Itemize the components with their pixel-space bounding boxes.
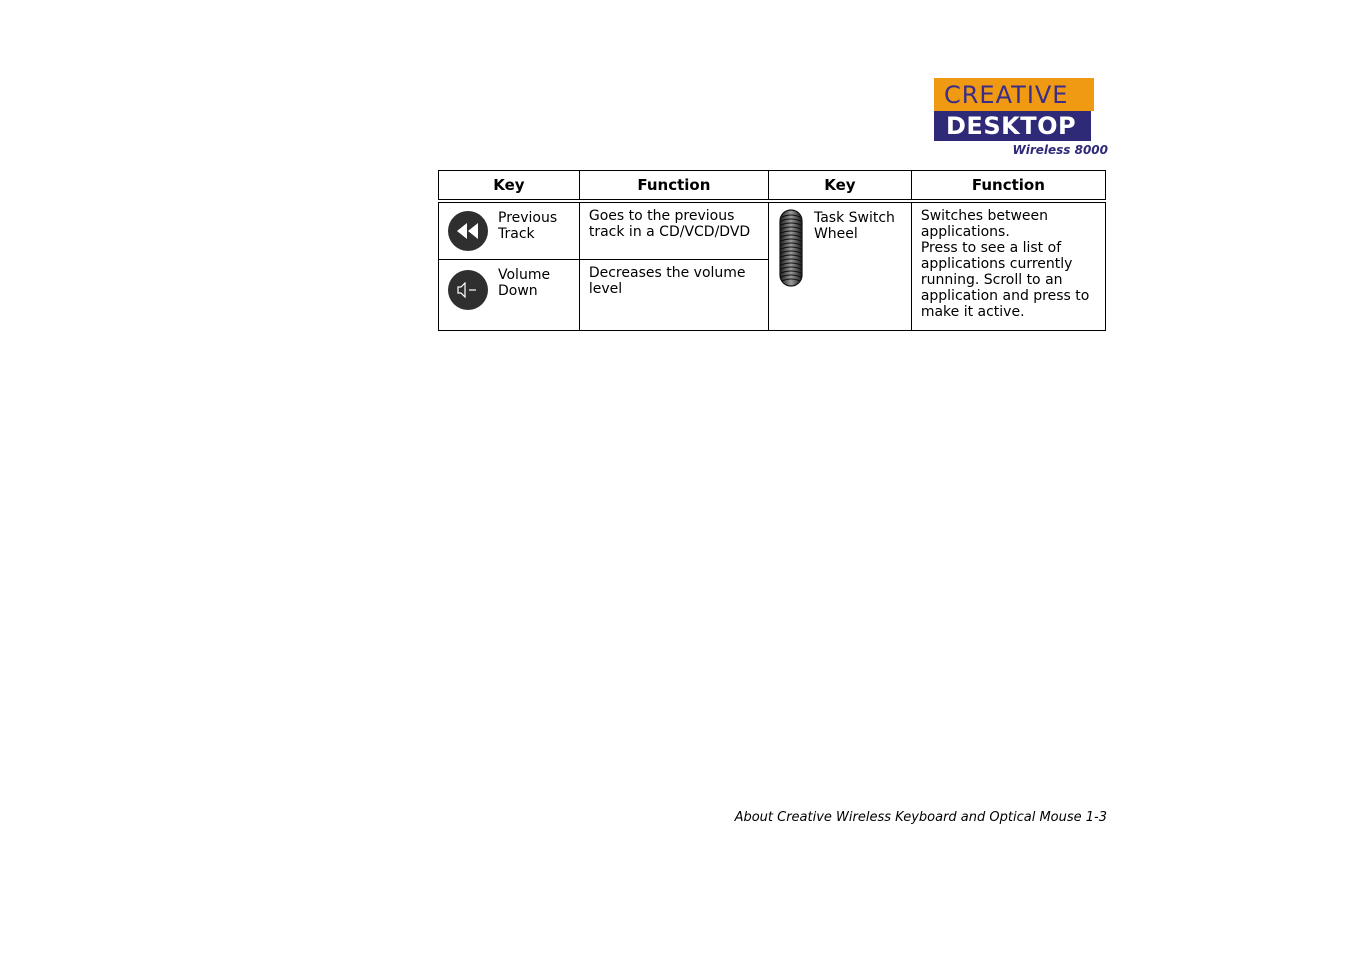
logo-brand-band: [934, 78, 1094, 111]
header-key-right: Key: [768, 171, 911, 202]
key-cell-previous-track: [439, 201, 580, 260]
function-cell-volume-down: [579, 260, 768, 331]
page-footer: About Creative Wireless Keyboard and Optical Mouse 1-3: [734, 810, 1107, 825]
key-cell-task-switch-wheel: [768, 201, 911, 331]
task-switch-wheel-icon: [779, 209, 803, 287]
key-cell-volume-down: [439, 260, 580, 331]
logo-band-tail: [1082, 111, 1091, 141]
function-text-task-switch-line1: Switches between applications.: [920, 208, 1048, 240]
table-header-row: [439, 171, 1106, 202]
previous-track-icon: [448, 211, 488, 251]
key-label-previous-track: Previous Track: [498, 210, 558, 242]
key-function-table: [438, 170, 1106, 331]
logo-product-band: [934, 111, 1091, 141]
header-key-left: Key: [439, 171, 580, 202]
function-text-volume-down: Decreases the volume level: [588, 265, 746, 297]
header-function-left: Function: [579, 171, 768, 202]
function-text-task-switch-line2: Press to see a list of applications currently running. Scroll to an application and press to make it active.: [920, 240, 1090, 320]
header-function-right: Function: [911, 171, 1105, 202]
function-text-previous-track: Goes to the previous track in a CD/VCD/DVD: [588, 208, 751, 240]
logo-brand-text: CREATIVE: [944, 81, 1069, 109]
volume-down-icon: [448, 270, 488, 310]
function-cell-previous-track: [579, 201, 768, 260]
key-label-task-switch-wheel: Task Switch Wheel: [813, 210, 895, 242]
creative-desktop-logo: [934, 78, 1108, 160]
key-label-volume-down: Volume Down: [498, 267, 551, 299]
function-cell-task-switch-wheel: [911, 201, 1105, 331]
logo-model-text: Wireless 8000: [1012, 143, 1108, 157]
logo-product-text: DESKTOP: [946, 112, 1077, 140]
table-row: [439, 201, 1106, 260]
